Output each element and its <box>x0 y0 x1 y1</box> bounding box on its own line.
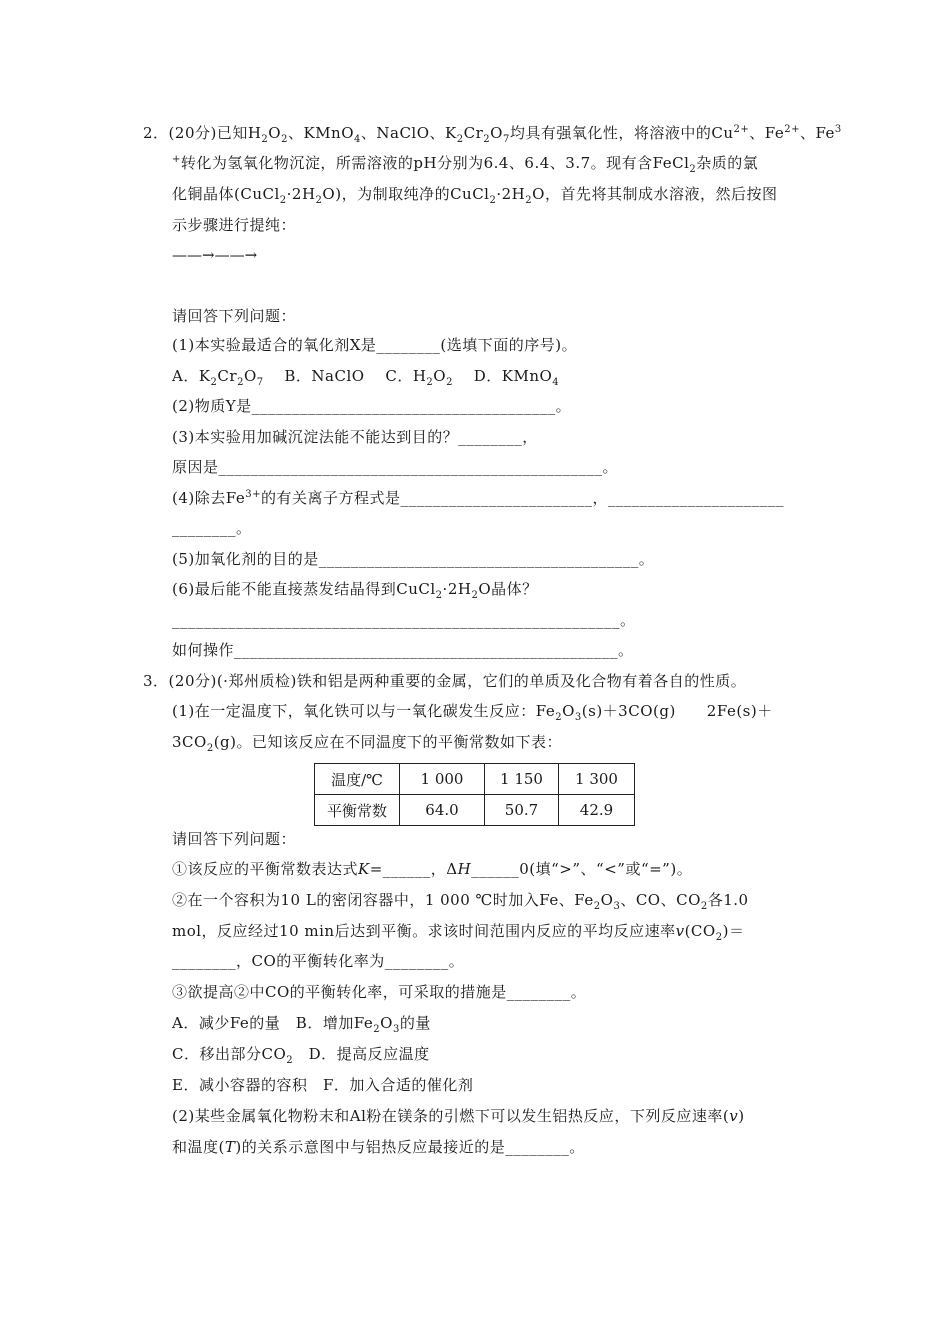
q2-sub6-how: 如何操作________________________________________________。 <box>172 641 634 659</box>
q2-prompt: 请回答下列问题： <box>172 307 297 325</box>
q3-prompt: 请回答下列问题： <box>172 830 297 848</box>
table-header-cell: 1 000 <box>400 764 485 795</box>
q2-sub6-answer: ________________________________________________________。 <box>172 611 636 629</box>
q3-line-1: 3．(20分)(·郑州质检)铁和铝是两种重要的金属，它们的单质及化合物有着各自的性质。 <box>143 672 747 690</box>
table-header-cell: 1 150 <box>485 764 559 795</box>
q2-line-3: 化铜晶体$(CuCl_2\cdot 2H_2O)$，为制取纯净的$CuCl_2\cdot 2H_2O$，首先将其制成水溶液，然后按图 <box>172 185 778 206</box>
q2-line-4: 示步骤进行提纯： <box>172 216 297 234</box>
table-cell: 平衡常数 <box>315 795 400 826</box>
q2-sub3: (3)本实验用加碱沉淀法能不能达到目的？________， <box>172 428 538 446</box>
q3-option-ef: E．减小容器的容积 F．加入合适的催化剂 <box>172 1076 474 1094</box>
table-header-cell: 温度/℃ <box>315 764 400 795</box>
q3-item-2-blanks: ________，CO的平衡转化率为________。 <box>172 952 465 970</box>
table-header-cell: 1 300 <box>559 764 635 795</box>
q3-item-1: ①该反应的平衡常数表达式K=______，ΔH______0(填“>”、“<”或“=”)。 <box>172 860 693 878</box>
q2-sub1: (1)本实验最适合的氧化剂X是________(选填下面的序号)。 <box>172 336 578 354</box>
q2-sub3-reason: 原因是________________________________________________。 <box>172 458 619 476</box>
q3-sub1: (1)在一定温度下，氧化铁可以与一氧化碳发生反应：$Fe_2O_3(s)+3CO(g)$ 2Fe(s)＋ <box>172 702 773 723</box>
q2-line-1: 2．(20分)已知$H_2O_2$、KMnO$_4$、NaClO、$K_2Cr_2O_7$均具有强氧化性，将溶液中的$Cu^{2+}$、$Fe^{2+}$、Fe$^3$ <box>143 124 842 145</box>
q2-line-2: +转化为氢氧化物沉淀，所需溶液的pH分别为6.4、6.4、3.7。现有含FeCl$_2$杂质的氯 <box>172 154 759 175</box>
q3-option-ab: A．减少Fe的量 B．增加$Fe_2O_3$的量 <box>172 1014 431 1035</box>
equilibrium-constant-table <box>314 763 635 826</box>
table-cell: 64.0 <box>400 795 485 826</box>
q2-sub4: (4)除去$Fe^{3+}$的有关离子方程式是________________________，______________________ <box>172 489 784 507</box>
q3-item-2: ②在一个容积为10 L的密闭容器中，1 000 ℃时加入Fe、$Fe_2O_3$、CO、$CO_2$各1.0 <box>172 891 749 912</box>
q2-sub1-options: A．$K_2Cr_2O_7$ B．NaClO C．$H_2O_2$ D．KMnO$_4$ <box>172 367 560 388</box>
q2-sub5: (5)加氧化剂的目的是________________________________________。 <box>172 550 655 568</box>
q2-sub2: (2)物质Y是______________________________________。 <box>172 397 572 415</box>
q3-item-3: ③欲提高②中CO的平衡转化率，可采取的措施是________。 <box>172 983 587 1001</box>
table-row <box>315 764 635 795</box>
q3-sub2: (2)某些金属氧化物粉末和Al粉在镁条的引燃下可以发生铝热反应，下列反应速率(v) <box>172 1107 745 1125</box>
table-cell: 50.7 <box>485 795 559 826</box>
q3-sub1-cont: $3CO_2(g)$。已知该反应在不同温度下的平衡常数如下表： <box>172 733 563 754</box>
q3-option-cd: C．移出部分$CO_2$ D．提高反应温度 <box>172 1045 430 1066</box>
q2-sub6: (6)最后能不能直接蒸发结晶得到$CuCl_2\cdot 2H_2O$晶体？ <box>172 580 538 601</box>
q2-sub4-cont: ________。 <box>172 519 252 537</box>
table-cell: 42.9 <box>559 795 635 826</box>
q2-flow-arrows: ——→——→ <box>172 246 258 264</box>
table-row <box>315 795 635 826</box>
q3-item-2-cont: mol，反应经过10 min后达到平衡。求该时间范围内反应的平均反应速率$v(CO_2)=$ <box>172 922 745 943</box>
q3-sub2-cont: 和温度(T)的关系示意图中与铝热反应最接近的是________。 <box>172 1138 585 1156</box>
